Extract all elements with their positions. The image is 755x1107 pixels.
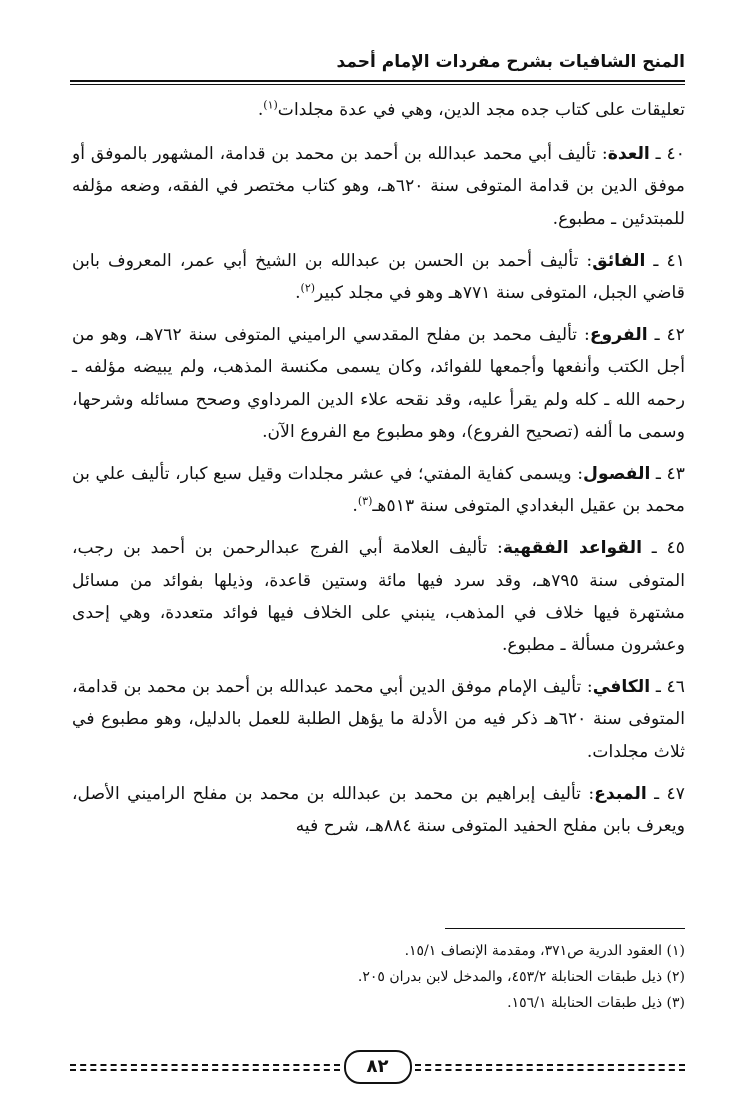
footnote-rule xyxy=(445,928,685,929)
paragraph-text: : تأليف محمد بن مفلح المقدسي الراميني المتوفى سنة ٧٦٢هـ، وهو من أجل الكتب وأنفعها وأجمعها للفوائد، وكان يسمى مكنسة المذهب، ولم يبيضه مؤلفه ـ رحمه الله ـ كله ولم يقرأ عليه، وقد نقحه علاء الدين المرداوي وصحح مسائله وشرحها، وسمى ما ألفه (تصحيح الفروع)، وهو مطبوع مع الفروع الآن. xyxy=(72,325,685,442)
paragraph xyxy=(72,458,685,522)
entry-number: ٤٣ ـ xyxy=(650,464,686,485)
paragraph xyxy=(72,532,685,661)
entry-number: ٤٥ ـ xyxy=(642,538,685,559)
paragraph xyxy=(72,671,685,768)
footnote-ref: (٢) xyxy=(300,281,316,295)
footnote: (٣) ذيل طبقات الحنابلة ١٥٦/١. xyxy=(507,995,685,1011)
entry-title: الكافي xyxy=(592,677,651,698)
entry-number: ٤٢ ـ xyxy=(647,325,686,346)
header-rule xyxy=(70,80,685,85)
entry-title: الفائق xyxy=(592,250,646,271)
entry-title: الفصول xyxy=(583,464,651,485)
page-number: ٨٢ xyxy=(344,1050,412,1084)
footnote-ref: (١) xyxy=(263,98,278,112)
paragraph-text: : تأليف إبراهيم بن محمد بن عبدالله بن محمد بن مفلح الراميني الأصل، ويعرف بابن مفلح الحفيد المتوفى سنة ٨٨٤هـ، شرح فيه xyxy=(72,783,685,837)
paragraph-text: : تأليف العلامة أبي الفرج عبدالرحمن بن أحمد بن رجب، المتوفى سنة ٧٩٥هـ، وقد سرد فيها مائة وستين قاعدة، وذيلها بفوائد من مسائل مشتهرة فيها خلاف في المذهب، ينبني على الخلاف فيها فوائد متعددة، وهي إحدى وعشرون مسألة ـ مطبوع. xyxy=(72,538,685,656)
entry-number: ٤١ ـ xyxy=(645,250,685,271)
footnote: (١) العقود الدرية ص٣٧١، ومقدمة الإنصاف ١٥/١. xyxy=(404,943,685,959)
paragraph-text: : تأليف الإمام موفق الدين أبي محمد عبدالله بن أحمد بن محمد بن قدامة، المتوفى سنة ٦٢٠هـ ذكر فيه من الأدلة ما يؤهل الطلبة للعمل بالدليل، وهو مطبوع في ثلاث مجلدات. xyxy=(72,677,685,762)
paragraph xyxy=(72,245,685,309)
footnotes xyxy=(72,938,685,1016)
running-header: المنح الشافيات بشرح مفردات الإمام أحمد xyxy=(336,52,685,72)
paragraph-text: : تأليف أبي محمد عبدالله بن أحمد بن محمد بن قدامة، المشهور بالموفق أو موفق الدين بن قدامة المتوفى سنة ٦٢٠هـ، وهو كتاب مختصر في الفقه، وضعه مؤلفه للمبتدئين ـ مطبوع. xyxy=(72,144,685,229)
footer-dash-right-lower xyxy=(415,1069,685,1071)
footnote: (٢) ذيل طبقات الحنابلة ٤٥٣/٢، والمدخل لابن بدران ٢٠٥. xyxy=(357,969,685,985)
paragraph xyxy=(72,319,685,448)
footer-dash-right xyxy=(415,1064,685,1066)
paragraph-tail: . xyxy=(257,100,264,120)
entry-title: القواعد الفقهية xyxy=(502,538,643,559)
entry-number: ٤٦ ـ xyxy=(650,677,685,698)
paragraph-tail: . xyxy=(295,283,301,304)
entry-title: العدة xyxy=(607,144,650,165)
paragraph-tail: . xyxy=(352,496,358,517)
main-text xyxy=(72,94,685,852)
entry-title: المبدع xyxy=(594,783,647,804)
entry-title: الفروع xyxy=(589,325,648,346)
entry-number: ٤٧ ـ xyxy=(646,783,685,804)
footer-dash-left xyxy=(70,1064,340,1066)
paragraph xyxy=(72,138,685,235)
paragraph xyxy=(72,778,685,842)
page-footer xyxy=(70,1050,685,1080)
paragraph-text: تعليقات على كتاب جده مجد الدين، وهي في عدة مجلدات xyxy=(277,100,685,120)
entry-number: ٤٠ ـ xyxy=(649,144,686,165)
footer-dash-left-lower xyxy=(70,1069,340,1071)
paragraph xyxy=(72,94,685,126)
footnote-ref: (٣) xyxy=(357,494,373,508)
paragraph-text: : تأليف أحمد بن الحسن بن عبدالله بن الشيخ أبي عمر، المعروف بابن قاضي الجبل، المتوفى سنة ٧٧١هـ وهو في مجلد كبير xyxy=(72,250,685,304)
paragraph-text: : ويسمى كفاية المفتي؛ في عشر مجلدات وقيل سبع كبار، تأليف علي بن محمد بن عقيل البغدادي المتوفى سنة ٥١٣هـ xyxy=(72,464,685,517)
